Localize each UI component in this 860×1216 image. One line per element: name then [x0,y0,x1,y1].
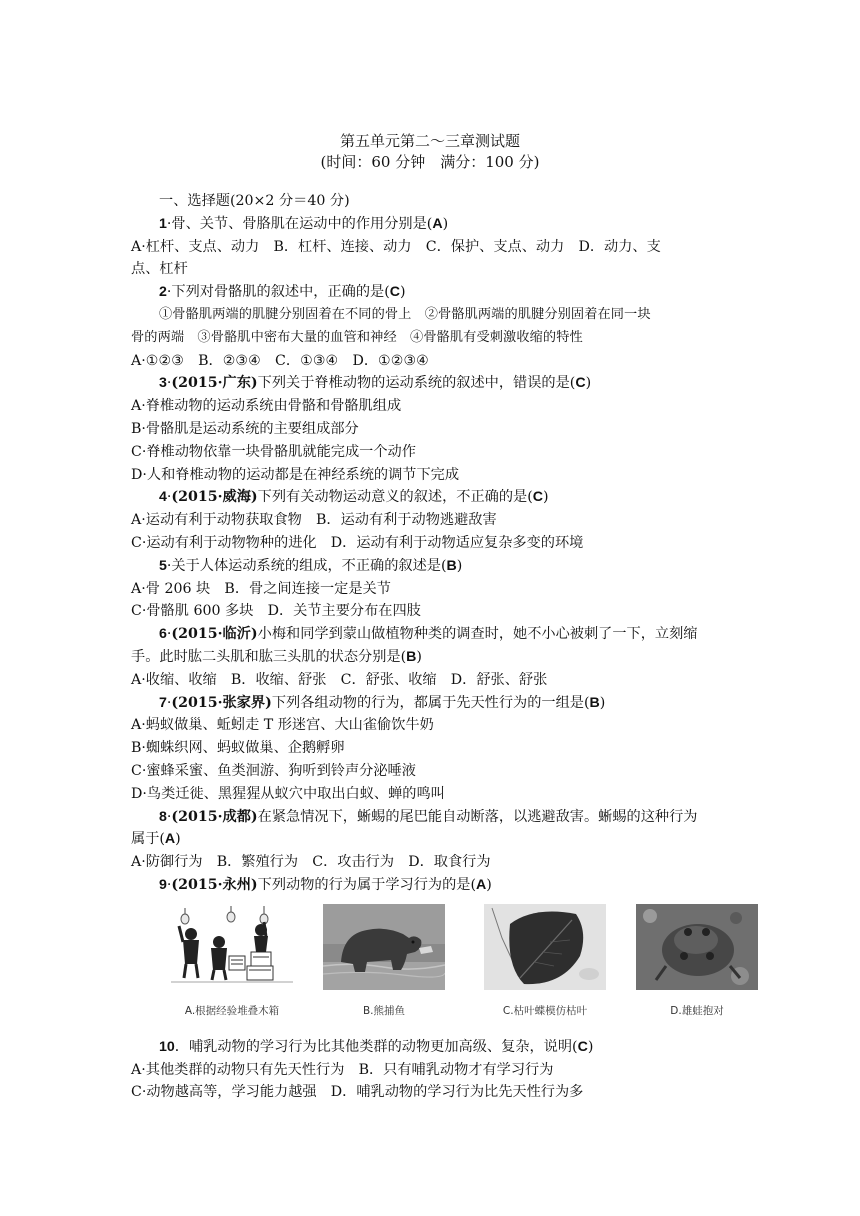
answer: C [577,1038,588,1055]
question-text: ．哺乳动物的学习行为比其他类群的动物更加高级、复杂，说明( [174,1038,578,1055]
question-2 [131,281,731,304]
question-number: 2 [159,284,167,301]
option-b: B·骨骼肌是运动系统的主要组成部分 [131,420,359,437]
options-continued: 点、杠杆 [131,261,188,278]
answer-close: ) [543,489,549,506]
options-cd: C·骨骼肌 600 多块 D．关节主要分布在四肢 [131,603,421,620]
answer: A [164,831,176,848]
question-text: 下列关于脊椎动物的运动系统的叙述中，错误的是( [257,375,576,392]
answer-close: ) [456,557,463,574]
options-ab: A·其他类群的动物只有先天性行为 B．只有哺乳动物才有学习行为 [131,1061,554,1078]
figure-caption: C.枯叶蝶模仿枯叶 [502,1004,588,1017]
question-source: (2015·临沂) [171,626,258,643]
option-c: C·蜜蜂采蜜、鱼类洄游、狗听到铃声分泌唾液 [131,762,416,779]
answer-close: ) [486,876,492,893]
answer-close: ) [599,694,606,711]
options: A·收缩、收缩 B．收缩、舒张 C．舒张、收缩 D．舒张、舒张 [131,671,548,688]
question-source: (2015·威海) [171,489,258,506]
question-source: (2015·成都) [171,808,258,825]
leaf-butterfly-photo [484,904,606,990]
question-4: 4·(2015·威海)下列有关动物运动意义的叙述，不正确的是(C) [159,489,549,506]
question-6-continued [131,646,731,669]
question-number: 7 [159,694,167,711]
question-10 [131,1036,731,1059]
answer-close: ) [416,648,422,665]
frogs-amplexus-photo [636,904,758,990]
options-cd: C·动物越高等，学习能力越强 D．哺乳动物的学习行为比先天性行为多 [131,1084,584,1101]
options: A·①②③ B．②③④ C．①③④ D．①②③④ [131,352,429,369]
answer: C [575,375,586,392]
question-number: 4 [159,489,167,506]
question-number: 9 [159,876,167,893]
question-text: ·关于人体运动系统的组成，不正确的叙述是( [166,557,447,574]
option-figures [131,904,731,1030]
question-text: ·骨、关节、骨胳肌在运动中的作用分别是( [166,215,433,232]
answer: C [389,284,400,301]
figure-caption: B.熊捕鱼 [362,1004,406,1017]
question-9: 9·(2015·永州)下列动物的行为属于学习行为的是(A) [159,876,492,893]
question-3: 3·(2015·广东)下列关于脊椎动物的运动系统的叙述中，错误的是(C) [159,375,592,392]
chimp-boxes-illustration [171,904,293,990]
question-number: 1 [159,215,167,232]
question-number: 6 [159,626,167,643]
answer-close: ) [400,284,406,301]
figure-d [636,904,758,1017]
question-text: 下列各组动物的行为，都属于先天性行为的一组是( [271,694,590,711]
statement-line: ①骨骼肌两端的肌腱分别固着在不同的骨上 ②骨骼肌两端的肌腱分别固着在同一块 [159,306,651,322]
question-text: 下列有关动物运动意义的叙述，不正确的是( [257,489,533,506]
question-number: 3 [159,375,167,392]
bear-fishing-photo [323,904,445,990]
question-source: (2015·张家界) [171,694,272,711]
figure-caption: D.雄蛙抱对 [670,1004,724,1017]
answer-close: ) [175,831,181,848]
question-text: 属于( [131,831,165,848]
answer: B [406,648,417,665]
answer-close: ) [442,215,449,232]
question-8-continued [131,828,731,851]
page-subtitle: (时间：60 分钟 满分：100 分) [320,153,540,171]
answer-close: ) [585,375,592,392]
question-source: (2015·广东) [171,375,258,392]
options-cd: C·运动有利于动物物种的进化 D．运动有利于动物适应复杂多变的环境 [131,534,584,551]
question-1 [131,213,731,236]
page-title: 第五单元第二～三章测试题 [339,132,520,150]
options: A·防御行为 B．繁殖行为 C．攻击行为 D．取食行为 [131,854,491,871]
figure-caption: A.根据经验堆叠木箱 [184,1004,280,1017]
figure-a [171,904,293,1017]
options: A·杠杆、支点、动力 B．杠杆、连接、动力 C．保护、支点、动力 D．动力、支 [131,238,661,255]
option-c: C·脊椎动物依靠一块骨骼肌就能完成一个动作 [131,443,416,460]
options-ab: A·运动有利于动物获取食物 B．运动有利于动物逃避敌害 [131,512,497,529]
section-heading: 一、选择题(20×2 分＝40 分) [159,193,350,209]
question-text: 手。此时肱二头肌和肱三头肌的状态分别是( [131,648,407,665]
statement-line: 骨的两端 ③骨骼肌中密布大量的血管和神经 ④骨骼肌有受刺激收缩的特性 [131,329,583,345]
question-5 [131,555,731,578]
answer: B [446,557,457,574]
question-6: 6·(2015·临沂)小梅和同学到蒙山做植物种类的调查时，她不小心被刺了一下，立刻缩 [159,626,698,643]
option-a: A·蚂蚁做巢、蚯蚓走 T 形迷宫、大山雀偷饮牛奶 [131,717,434,734]
question-number: 5 [159,557,167,574]
question-8: 8·(2015·成都)在紧急情况下，蜥蜴的尾巴能自动断落，以逃避敌害。蜥蜴的这种行为 [159,808,698,825]
question-list [131,190,731,1104]
answer: C [532,489,543,506]
question-7: 7·(2015·张家界)下列各组动物的行为，都属于先天性行为的一组是(B) [159,694,606,711]
option-d: D·鸟类迁徙、黑猩猩从蚁穴中取出白蚁、蝉的鸣叫 [131,785,445,802]
figure-b [323,904,445,1017]
question-source: (2015·永州) [171,876,258,893]
option-b: B·蜘蛛织网、蚂蚁做巢、企鹅孵卵 [131,740,345,757]
question-number: 8 [159,808,167,825]
option-a: A·脊椎动物的运动系统由骨骼和骨骼肌组成 [131,398,402,415]
answer-close: ) [587,1038,594,1055]
question-text: ·下列对骨骼肌的叙述中，正确的是( [166,284,390,301]
question-text: 小梅和同学到蒙山做植物种类的调查时，她不小心被刺了一下，立刻缩 [257,626,698,643]
question-number: 10 [159,1038,175,1055]
question-text: 下列动物的行为属于学习行为的是( [257,876,476,893]
answer: A [432,215,443,232]
options-ab: A·骨 206 块 B．骨之间连接一定是关节 [131,580,391,597]
question-text: 在紧急情况下，蜥蜴的尾巴能自动断落，以逃避敌害。蜥蜴的这种行为 [257,808,698,825]
figure-c [484,904,606,1017]
option-d: D·人和脊椎动物的运动都是在神经系统的调节下完成 [131,466,460,483]
answer: A [476,876,487,893]
answer: B [589,694,600,711]
